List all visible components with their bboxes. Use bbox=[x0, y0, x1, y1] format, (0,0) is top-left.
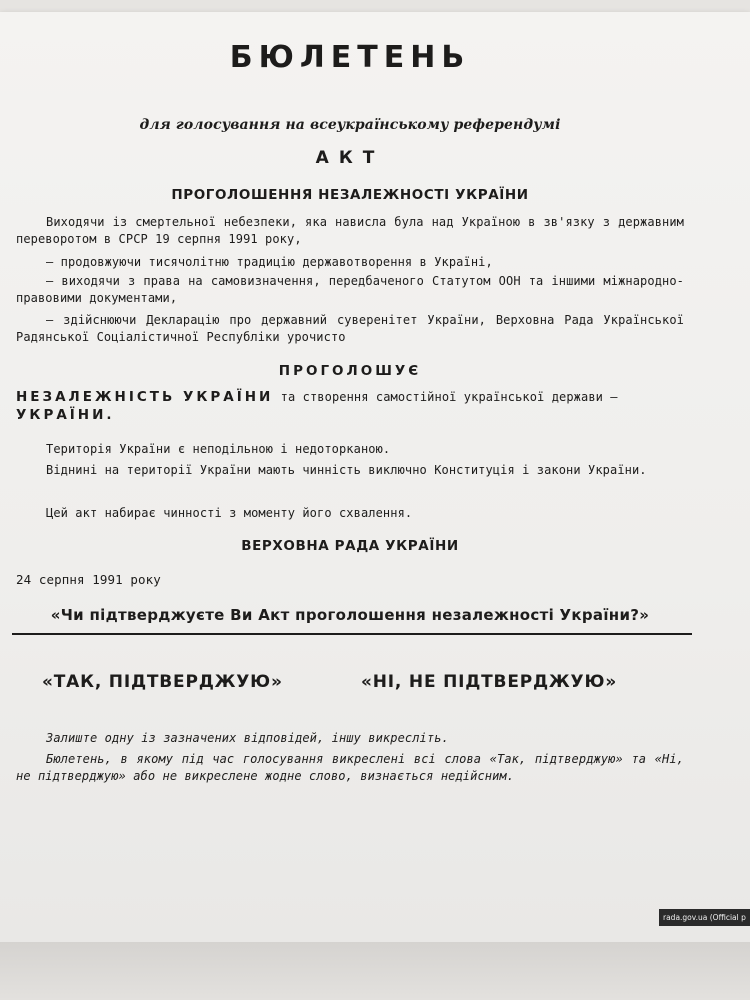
answer-no[interactable]: «НІ, НЕ ПІДТВЕРДЖУЮ» bbox=[361, 672, 617, 692]
independence-emphasis: НЕЗАЛЕЖНІСТЬ УКРАЇНИ bbox=[16, 389, 274, 405]
background-shadow bbox=[0, 942, 750, 1000]
body-paragraph: Територія України є неподільною і недоторканою. bbox=[46, 442, 391, 456]
question-underline bbox=[12, 633, 692, 635]
council-signature: ВЕРХОВНА РАДА УКРАЇНИ bbox=[241, 538, 459, 554]
preamble-paragraph: — продовжуючи тисячолітню традицію державотворення в Україні, bbox=[46, 255, 493, 269]
ballot-title: БЮЛЕТЕНЬ bbox=[229, 40, 471, 75]
act-date: 24 серпня 1991 року bbox=[16, 572, 161, 587]
instruction-paragraph: Бюлетень, в якому під час голосування викреслені всі слова «Так, підтверджую» та «Ні, не підтверджую» або не викреслене жодне слово, визнається недійсним. bbox=[16, 752, 684, 783]
act-subtitle: ПРОГОЛОШЕННЯ НЕЗАЛЕЖНОСТІ УКРАЇНИ bbox=[171, 187, 529, 203]
instruction-paragraph: Залиште одну із зазначених відповідей, іншу викресліть. bbox=[46, 731, 449, 745]
source-watermark: rada.gov.ua (Official p bbox=[659, 909, 750, 926]
preamble-paragraph: — здійснюючи Декларацію про державний суверенітет України, Верховна Рада Української Радянської Соціалістичної Республіки урочисто bbox=[16, 313, 684, 344]
answer-yes[interactable]: «ТАК, ПІДТВЕРДЖУЮ» bbox=[42, 672, 283, 692]
ballot-subtitle: для голосування на всеукраїнському референдумі bbox=[139, 117, 561, 133]
body-paragraph: Віднині на території України мають чинність виключно Конституція і закони України. bbox=[46, 463, 647, 477]
preamble-paragraph: Виходячи із смертельної небезпеки, яка нависла була над Україною в зв'язку з державним переворотом в СРСР 19 серпня 1991 року, bbox=[16, 215, 684, 246]
referendum-question: «Чи підтверджуєте Ви Акт проголошення незалежності України?» bbox=[50, 606, 650, 624]
proclaims-heading: ПРОГОЛОШУЄ bbox=[278, 363, 422, 379]
preamble-paragraph: — виходячи з права на самовизначення, передбаченого Статутом ООН та іншими міжнародно-правовими документами, bbox=[16, 274, 684, 305]
act-title: АКТ bbox=[315, 148, 385, 168]
body-paragraph: Цей акт набирає чинності з моменту його схвалення. bbox=[46, 506, 413, 520]
independence-text: та створення самостійної української держави — bbox=[273, 390, 618, 404]
independence-emphasis: УКРАЇНИ. bbox=[16, 407, 115, 423]
independence-statement bbox=[16, 388, 684, 424]
